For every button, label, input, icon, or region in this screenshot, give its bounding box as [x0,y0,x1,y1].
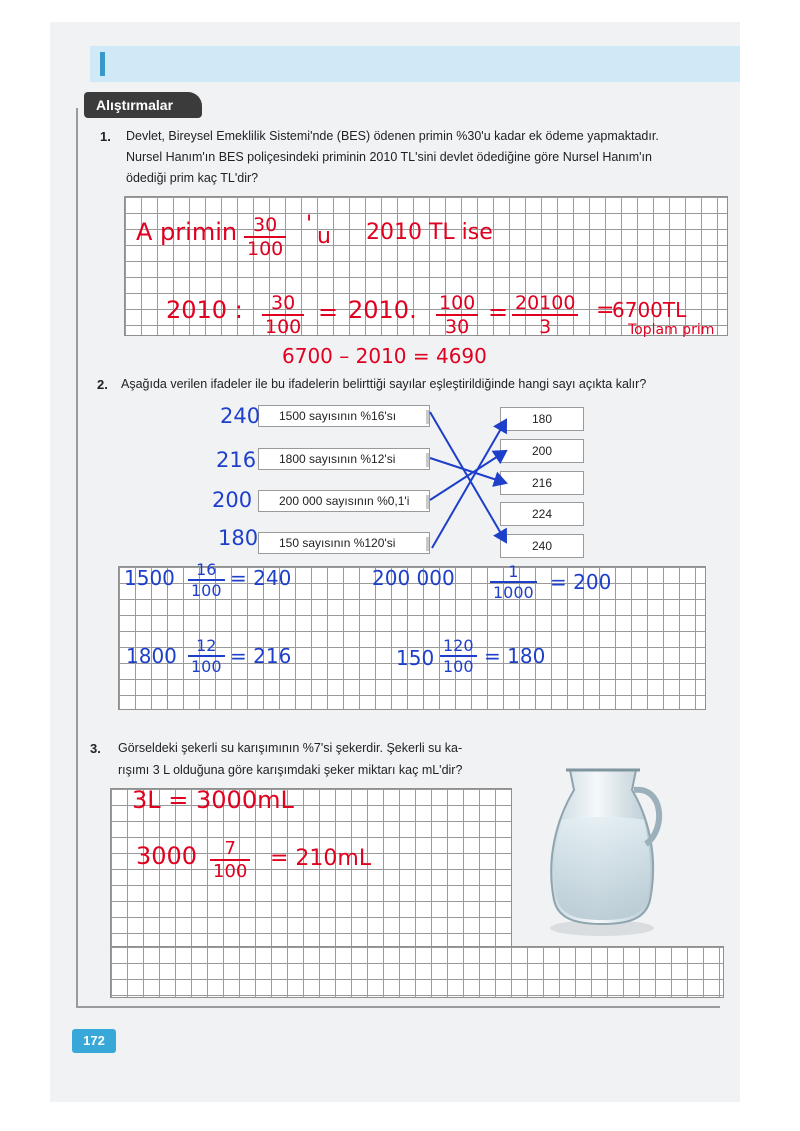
q1-apostrophe: ' [306,212,313,237]
q2-note-1: 240 [220,404,261,428]
q2-w2-num: 1 [490,562,537,583]
q3-handwriting-a: 3L = 3000mL [132,786,294,814]
q2-work-3-fraction [188,636,225,676]
question-2-text: Aşağıda verilen ifadeler ile bu ifadelerin belirttiği sayılar eşleştirildiğinde hangi sayı açıkta kalır? [121,377,647,391]
q1-frac4-den: 3 [539,316,552,338]
match-right-item-4: 224 [500,502,584,526]
q2-work-2-fraction [490,562,537,602]
q1-handwriting-a-end: 2010 TL ise [366,220,493,245]
water-jug-illustration [540,760,680,940]
question-2-number: 2. [97,377,108,392]
q3-handwriting-b: 3000 [136,842,198,870]
q1-frac3-num: 100 [436,292,478,316]
q2-work-3-result: = 216 [230,644,292,668]
q2-note-4: 180 [218,526,259,550]
arrow-150-to-180 [432,420,506,548]
q1-frac4-num: 20100 [512,292,578,316]
q2-w1-den: 100 [191,581,222,600]
q2-w3-den: 100 [191,657,222,676]
match-right-item-3: 216 [500,471,584,495]
q1-equals-2: = [488,298,509,326]
question-1-line-2: Nursel Hanım'ın BES poliçesindeki priminin 2010 TL'sini devlet ödediğine göre Nursel Hanım'ın [126,150,652,164]
q2-note-3: 200 [212,488,253,512]
q1-suffix: u [317,224,331,249]
question-1-number: 1. [100,129,111,144]
q1-frac3-den: 30 [445,316,470,338]
match-left-item-3: 200 000 sayısının %0,1'i [258,490,430,512]
q2-w4-den: 100 [443,657,474,676]
q1-equals-3: = [596,298,615,323]
section-title: Alıştırmalar [84,92,202,118]
q3-frac-den: 100 [213,861,248,882]
q2-work-4-a: 150 [396,646,435,670]
match-right-item-5: 240 [500,534,584,558]
q3-frac-num: 7 [210,838,250,861]
q2-w4-num: 120 [440,636,477,657]
q1-handwriting-c: 6700 – 2010 = 4690 [282,344,487,368]
q1-equals-1: = [318,298,339,326]
arrow-1500-to-240 [430,412,506,542]
q1-frac2-den: 100 [265,316,302,338]
q2-work-1-fraction [188,560,225,600]
question-3-work-grid-lower [110,946,724,998]
match-left-item-2: 1800 sayısının %12'si [258,448,430,470]
q1-handwriting-b-mid: 2010. [348,296,417,324]
q2-work-2-a: 200 000 [372,566,455,590]
q2-note-2: 216 [216,448,257,472]
q1-frac1-den: 100 [247,238,284,260]
match-left-item-1: 1500 sayısının %16'sı [258,405,430,427]
question-3-line-2: rışımı 3 L olduğuna göre karışımdaki şeker miktarı kaç mL'dir? [118,763,463,777]
q1-handwriting-a: A primin [136,218,238,246]
match-right-item-2: 200 [500,439,584,463]
question-1-line-1: Devlet, Bireysel Emeklilik Sistemi'nde (BES) ödenen primin %30'u kadar ek ödeme yapmaktadır. [126,129,659,143]
question-3-line-1: Görseldeki şekerli su karışımının %7'si şekerdir. Şekerli su ka- [118,741,463,755]
match-left-item-4: 150 sayısının %120'si [258,532,430,554]
q1-frac1-num: 30 [244,214,286,238]
question-1-line-3: ödediği prim kaç TL'dir? [126,171,259,185]
question-3-number: 3. [90,741,101,756]
q2-work-4-fraction [440,636,477,676]
q2-work-1-result: = 240 [230,566,292,590]
q1-frac2-num: 30 [262,292,304,316]
q2-work-1-a: 1500 [124,566,175,590]
q2-w3-num: 12 [188,636,225,657]
q3-fraction-7-100 [210,838,250,882]
page-number: 172 [72,1029,116,1053]
q2-w1-num: 16 [188,560,225,581]
match-right-item-1: 180 [500,407,584,431]
q2-work-2-result: = 200 [550,570,612,594]
q2-work-3-a: 1800 [126,644,177,668]
q3-result: = 210mL [270,846,372,871]
q1-total-label: Toplam prim [628,322,715,338]
arrow-1800-to-216 [430,458,506,483]
q2-w2-den: 1000 [493,583,534,602]
q1-handwriting-b-start: 2010 : [166,296,243,324]
q1-result: 6700TL [612,298,687,322]
arrow-200000-to-200 [430,451,506,500]
q2-work-4-result: = 180 [484,644,546,668]
